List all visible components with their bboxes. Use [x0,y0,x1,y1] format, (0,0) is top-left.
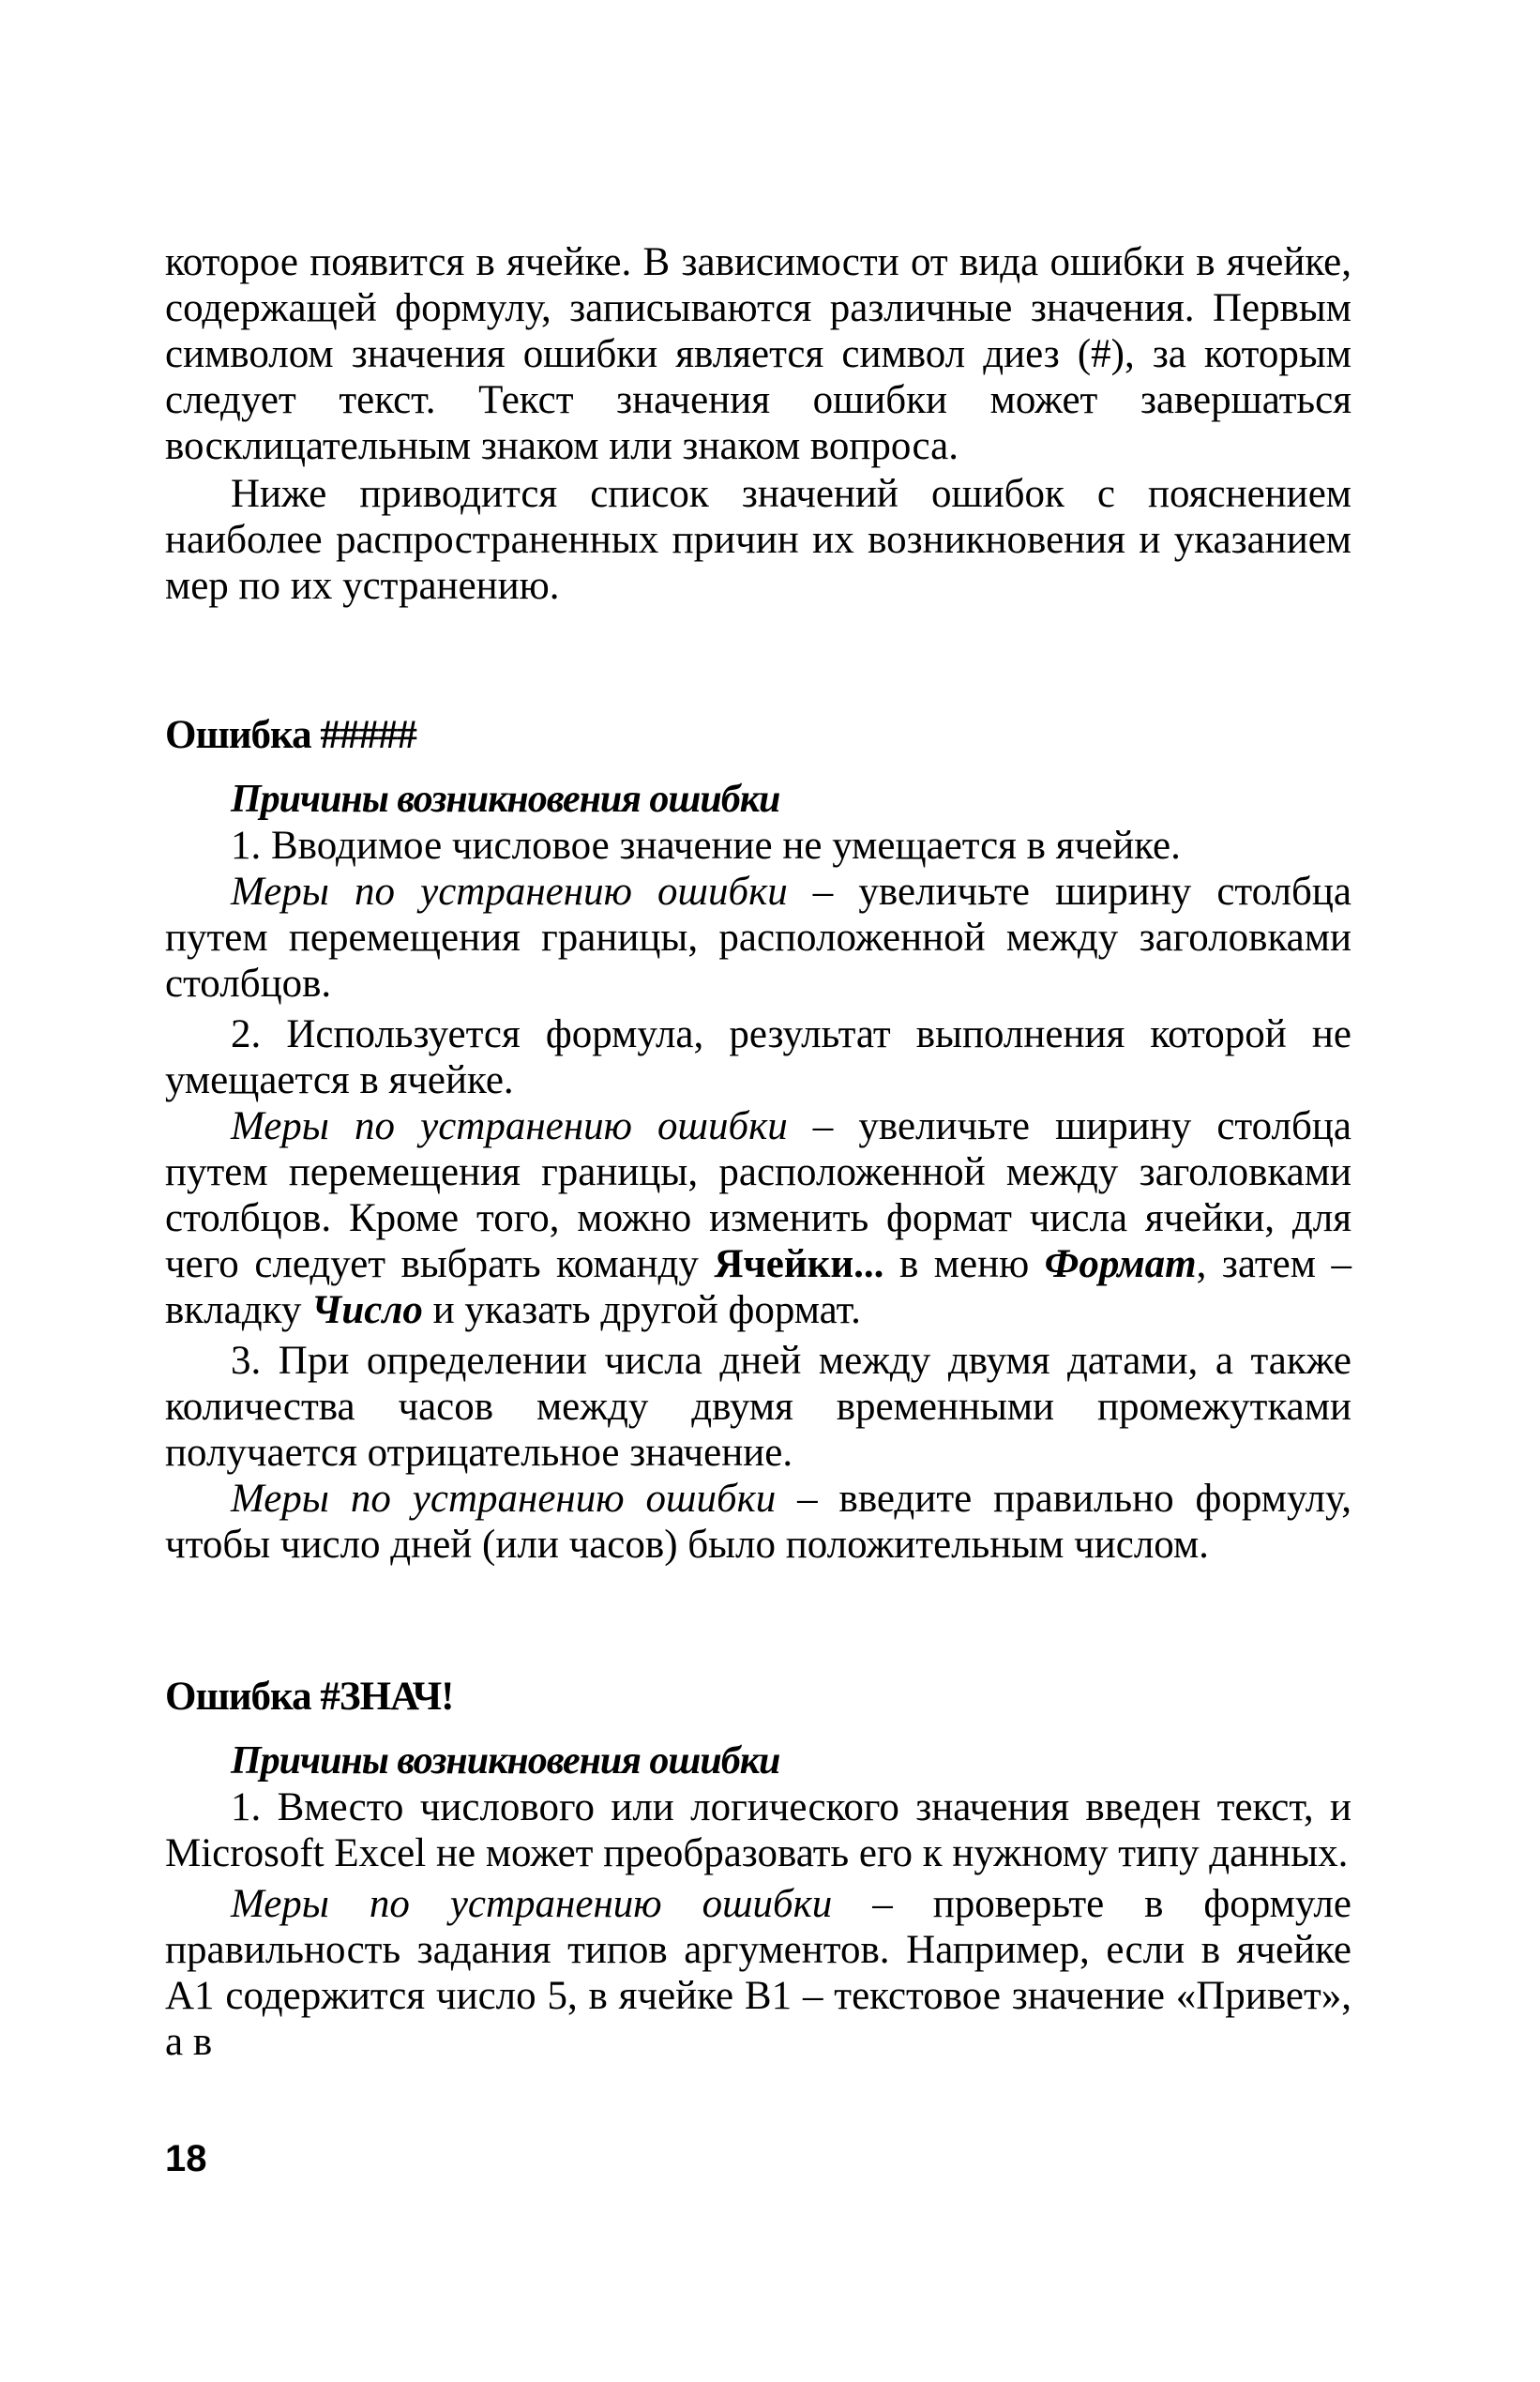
fix-text: – увеличьте ширину столбца путем перемещения границы, расположенной между заголовками столбцов. [165,870,1351,1006]
fix-label: Меры по устранению ошибки [231,1882,833,1926]
cause-item: 3. При определении числа дней между двумя датами, а также количества часов между двумя временными промежутками получается отрицательное значение. [165,1339,1351,1475]
fix-label: Меры по устранению ошибки [231,1477,777,1521]
fix-label: Меры по устранению ошибки [231,1104,788,1148]
fix-text: – увеличьте ширину столбца путем перемещения границы, расположенной между заголовками столбцов. Кроме того, можно изменить формат числа ячейки, для чего следует выбрать команду [165,1104,1351,1286]
section-error-value [165,1674,1351,2065]
section-title: Ошибка #ЗНАЧ! [165,1675,454,1719]
fix-text: – проверьте в формуле правильность задания типов аргументов. Например, если в ячейке A1 содержится число 5, в ячейке B1 – текстовое значение «Привет», а в [165,1882,1351,2064]
fix-label: Меры по устранению ошибки [231,870,788,914]
section-title: Ошибка ##### [165,713,416,757]
cause-item: 1. Вводимое числовое значение не умещается в ячейке. [231,824,1181,868]
fix-paragraph [165,1476,1351,1568]
command-cells: Ячейки... [714,1242,884,1286]
fix-paragraph [165,1103,1351,1333]
fix-paragraph [165,1881,1351,2065]
page-body [165,239,1351,2065]
section-subtitle: Причины возникновения ошибки [231,778,780,821]
cause-item: 2. Используется формула, результат выполнения которой не умещается в ячейке. [165,1012,1351,1102]
intro-paragraph-2: Ниже приводится список значений ошибок с пояснением наиболее распространенных причин их возникновения и указанием мер по их устранению. [165,472,1351,608]
page-number: 18 [165,2138,207,2179]
cause-item: 1. Вместо числового или логического значения введен текст, и Microsoft Excel не может преобразовать его к нужному типу данных. [165,1785,1351,1875]
section-error-hashes [165,712,1351,1568]
section-subtitle: Причины возникновения ошибки [231,1739,780,1783]
intro-paragraph-1: которое появится в ячейке. В зависимости от вида ошибки в ячейке, содержащей формулу, записываются различные значения. Первым символом значения ошибки является символ диез (#), за которым следует текст. Текст значения ошибки может завершаться восклицательным знаком или знаком вопроса. [165,240,1351,468]
fix-text: – введите правильно формулу, чтобы число дней (или часов) было положительным числом. [165,1477,1351,1567]
fix-text: , затем – вкладку [165,1242,1351,1332]
menu-format: Формат [1044,1242,1197,1286]
fix-paragraph [165,869,1351,1007]
tab-number: Число [311,1288,423,1332]
fix-text: и указать другой формат. [422,1288,861,1332]
fix-text: в меню [883,1242,1045,1286]
